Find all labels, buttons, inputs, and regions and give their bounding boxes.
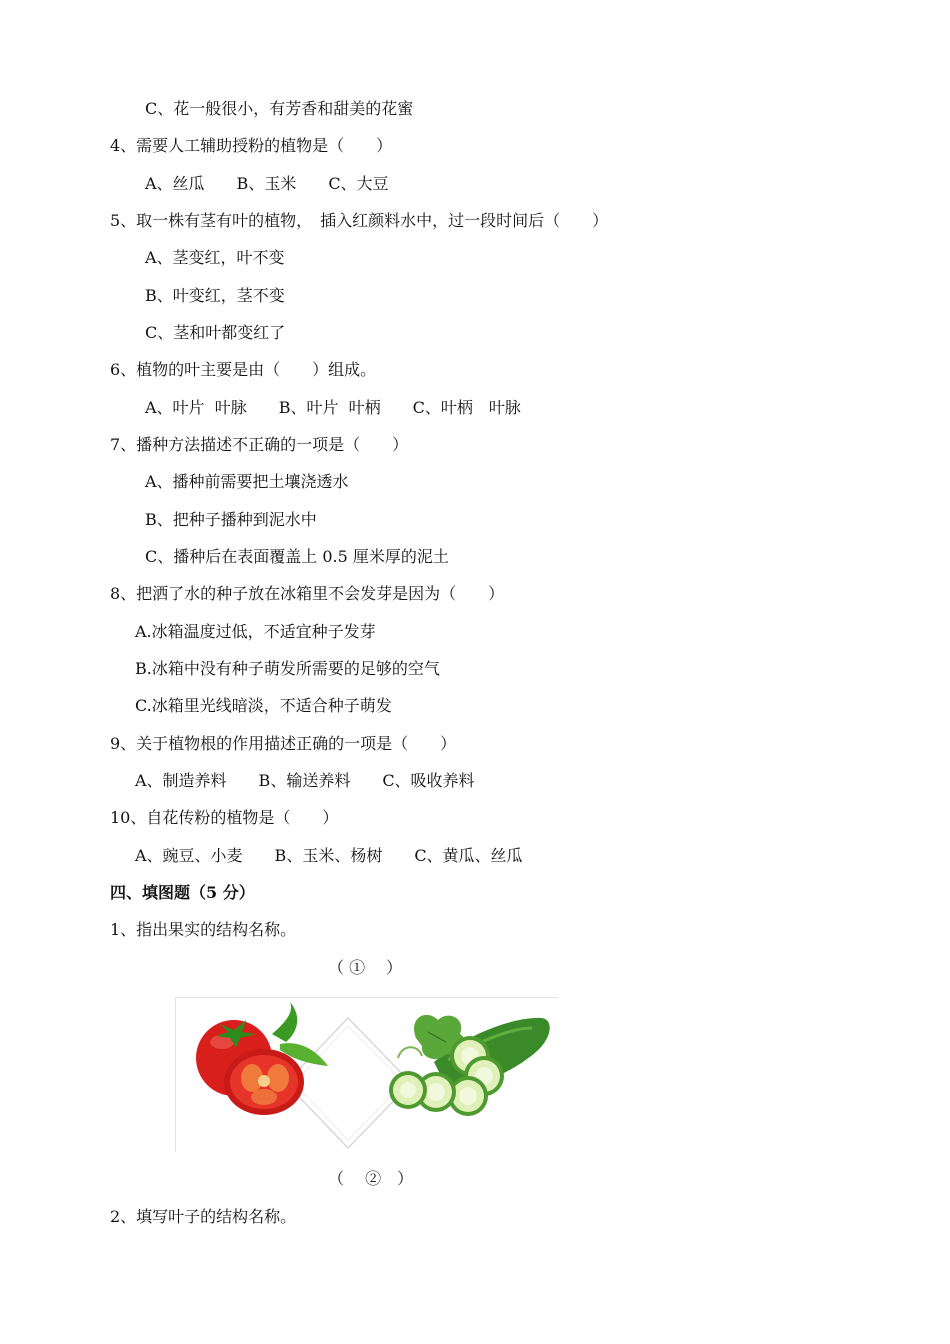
question-5: 5、取一株有茎有叶的植物， 插入红颜料水中，过一段时间后（ ）	[110, 211, 609, 230]
fill-question-2: 2、填写叶子的结构名称。	[110, 1207, 297, 1226]
blank-label-1: （ ① ）	[328, 958, 403, 977]
q6-options: A、叶片 叶脉 B、叶片 叶柄 C、叶柄 叶脉	[145, 398, 521, 417]
fill-question-1: 1、指出果实的结构名称。	[110, 920, 297, 939]
q5-option-a: A、茎变红，叶不变	[145, 248, 285, 267]
fruit-figure	[175, 997, 558, 1152]
q5-option-c: C、茎和叶都变红了	[145, 323, 286, 342]
q8-option-b: B.冰箱中没有种子萌发所需要的足够的空气	[135, 659, 440, 678]
q8-option-c: C.冰箱里光线暗淡，不适合种子萌发	[135, 696, 392, 715]
q3-option-c: C、花一般很小，有芳香和甜美的花蜜	[145, 99, 414, 118]
q5-option-b: B、叶变红，茎不变	[145, 286, 285, 305]
q7-option-a: A、播种前需要把土壤浇透水	[145, 472, 349, 491]
question-6: 6、植物的叶主要是由（ ）组成。	[110, 360, 377, 379]
q7-option-b: B、把种子播种到泥水中	[145, 510, 317, 529]
fruit-illustration	[176, 998, 558, 1152]
question-8: 8、把洒了水的种子放在冰箱里不会发芽是因为（ ）	[110, 584, 505, 603]
q10-options: A、豌豆、小麦 B、玉米、杨树 C、黄瓜、丝瓜	[135, 846, 523, 865]
q4-options: A、丝瓜 B、玉米 C、大豆	[145, 174, 389, 193]
q9-options: A、制造养料 B、输送养料 C、吸收养料	[135, 771, 475, 790]
question-7: 7、播种方法描述不正确的一项是（ ）	[110, 435, 409, 454]
question-4: 4、需要人工辅助授粉的植物是（ ）	[110, 136, 393, 155]
q8-option-a: A.冰箱温度过低，不适宜种子发芽	[135, 622, 376, 641]
question-9: 9、关于植物根的作用描述正确的一项是（ ）	[110, 734, 457, 753]
section-4-heading: 四、填图题（5 分）	[110, 883, 255, 902]
q7-option-c: C、播种后在表面覆盖上 0.5 厘米厚的泥土	[145, 547, 449, 566]
blank-label-2: （ ② ）	[328, 1169, 414, 1188]
question-10: 10、自花传粉的植物是（ ）	[110, 808, 339, 827]
cucumber-icon	[389, 1015, 550, 1116]
